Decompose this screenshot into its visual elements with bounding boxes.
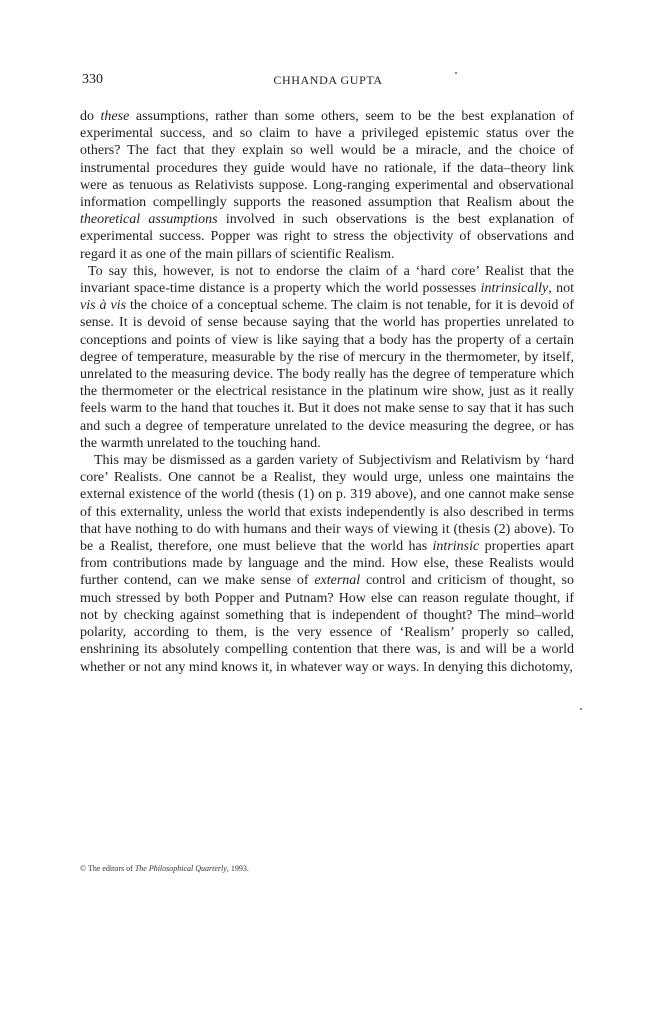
paragraph-3-italic-b: external: [314, 573, 361, 589]
footer-suffix: , 1993.: [226, 864, 249, 873]
paragraph-3-text-c: control and criticism of thought, so much stressed by both Popper and Putnam? How else can reason regulate thought, if not by checking against something that is independent of thought? The mind–world polarity, according to them, is the very essence of ‘Realism’ properly so called, enshrining its absolutely compelling contention that there was, is and will be a world whether or not any mind knows it, in whatever way or ways. In denying this dichotomy,: [80, 573, 575, 675]
paragraph-1-text-a: do: [80, 109, 101, 124]
paragraph-1-italic-a: these: [100, 109, 130, 124]
paragraph-1: [80, 108, 574, 263]
paragraph-3: [80, 452, 574, 676]
paragraph-1-text-c: involved in such observations is the best explanation of experimental success. Popper was right to stress the objectivity of observations and regard it as one of the main pillars of scientific Realism.: [80, 212, 574, 262]
paragraph-1-text-b: assumptions, rather than some others, seem to be the best explanation of experimental success, and so claim to have a privileged epistemic status over the others? The fact that they explain so well would be a miracle, and the choice of instrumental procedures they guide would have no rationale, if the data–theory link were as tenuous as Relativists suppose. Long-ranging experimental and observational information compellingly supports the reasoned assumption that Realism about the: [80, 109, 574, 211]
paragraph-3-text-b: properties apart from contributions made by language and the mind. How else, these Realists would further contend, can we make sense of: [80, 539, 574, 589]
paragraph-2-text-b: , not: [548, 281, 575, 297]
copyright-footer: [80, 864, 249, 873]
footer-prefix: © The editors of: [80, 864, 135, 873]
body-text: [80, 108, 574, 676]
scan-speck-margin: [580, 708, 582, 710]
paragraph-3-italic-a: intrinsic: [432, 539, 480, 555]
scan-speck: [455, 72, 457, 74]
running-head: CHHANDA GUPTA: [273, 73, 383, 87]
paragraph-2-italic-a: intrinsically: [480, 281, 549, 297]
paragraph-2-text-a: To say this, however, is not to endorse the claim of a ‘hard core’ Realist that the invariant space-time distance is a property which the world possesses: [80, 263, 574, 297]
paragraph-2: [80, 263, 574, 452]
page-header: [82, 72, 574, 92]
page-number: 330: [82, 72, 103, 87]
paragraph-2-italic-b: vis à vis: [80, 298, 127, 314]
paragraph-3-text-a: This may be dismissed as a garden variety of Subjectivism and Relativism by ‘hard core’ Realists. One cannot be a Realist, they would urge, unless one maintains the external existence of the world (thesis (1) on p. 319 above), and one cannot make sense of this externality, unless the world that exists independently is also described in terms that have nothing to do with humans and their ways of viewing it (thesis (2) above). To be a Realist, therefore, one must believe that the world has: [80, 453, 574, 555]
paragraph-1-italic-b: theoretical assumptions: [80, 212, 218, 228]
paragraph-2-text-c: the choice of a conceptual scheme. The claim is not tenable, for it is devoid of sense. It is devoid of sense because saying that the world has properties unrelated to conceptions and points of view is like saying that a body has the property of a certain degree of temperature, measurable by the rise of mercury in the thermometer, by itself, unrelated to the measuring device. The body really has the degree of temperature which the thermometer or the electrical resistance in the platinum wire show, just as it really feels warm to the hand that touches it. But it does not make sense to say that it has such and such a degree of temperature unrelated to the device measuring the degree, or has the warmth unrelated to the touching hand.: [80, 298, 574, 451]
footer-journal: The Philosophical Quarterly: [134, 864, 227, 873]
